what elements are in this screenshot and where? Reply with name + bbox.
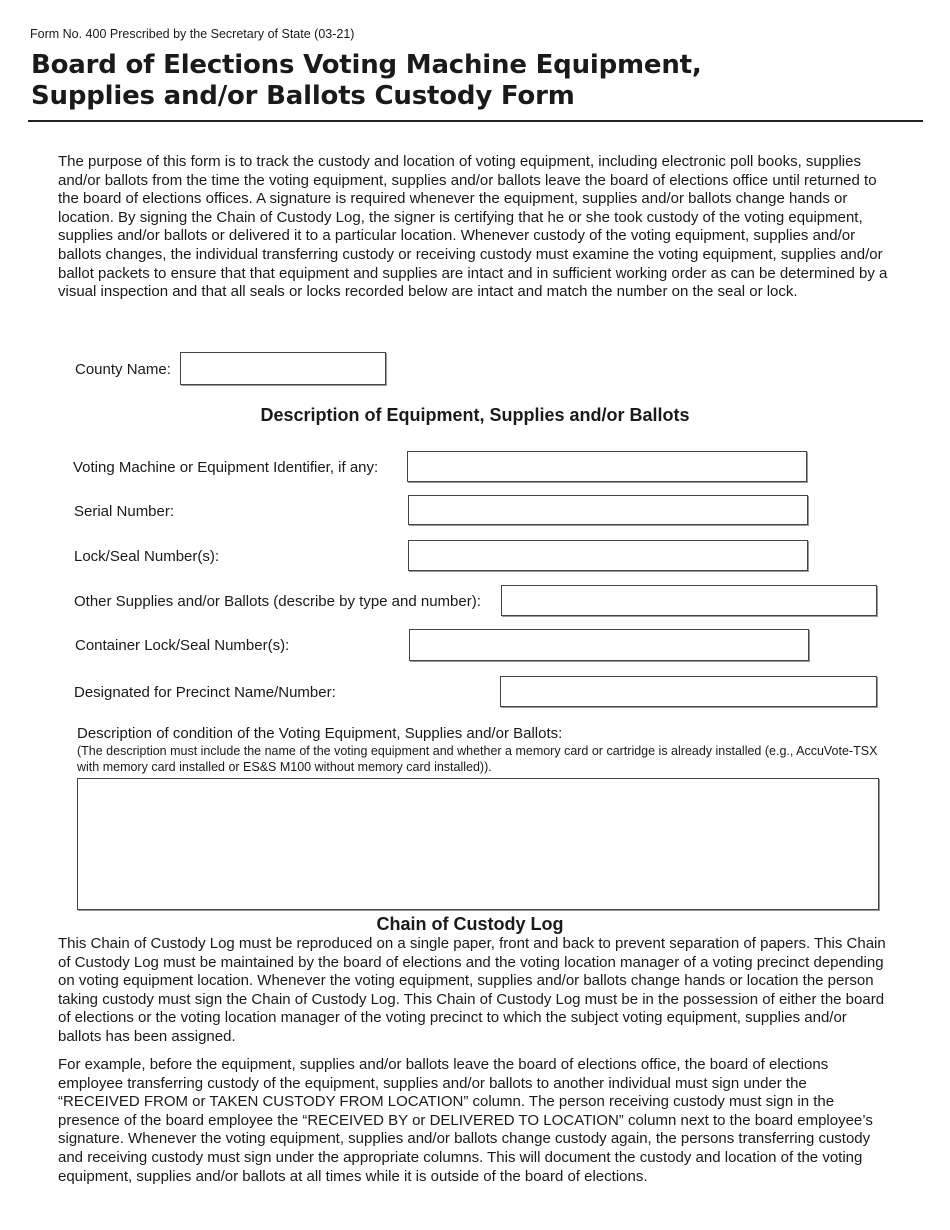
condition-label: Description of condition of the Voting Equipment, Supplies and/or Ballots: — [77, 725, 563, 742]
chain-of-custody-paragraph-2: For example, before the equipment, supplies and/or ballots leave the board of elections office, the board of elections employee transferring custody of the equipment, supplies and/or ballots to another individual must sign under the “RECEIVED FROM or TAKEN CUSTODY FROM LOCATION” column. The person receiving custody must sign in the presence of the board employee the “RECEIVED BY or DELIVERED TO LOCATION” column next to the board employee’s signature. Whenever the voting equipment, supplies and/or ballots change custody again, the persons transferring custody and receiving custody must sign under the appropriate columns. This will document the custody and location of the voting equipment, supplies and/or ballots at all times while it is outside of the board of elections. — [58, 1056, 873, 1185]
serial-number-label: Serial Number: — [74, 503, 175, 520]
precinct-input[interactable] — [500, 676, 877, 707]
equipment-identifier-input[interactable] — [407, 451, 807, 482]
intro-paragraph: The purpose of this form is to track the custody and location of voting equipment, including electronic poll books, supplies and/or ballots from the time the voting equipment, supplies and/or ballots leave the board of elections office until returned to the board of elections offices. A signature is required whenever the equipment, supplies and/or ballots change hands or location. By signing the Chain of Custody Log, the signer is certifying that he or she took custody of the voting equipment, supplies and/or ballots or delivered it to a particular location. Whenever custody of the voting equipment, supplies and/or ballots changes, the individual transferring custody or receiving custody must examine the voting equipment, supplies and/or ballot packets to ensure that that equipment and supplies are intact and in sufficient working order as can be determined by a visual inspection and that all seals or locks recorded below are intact and match the number on the seal or lock. — [58, 153, 888, 301]
page-title — [31, 50, 702, 112]
equipment-identifier-label: Voting Machine or Equipment Identifier, if any: — [73, 459, 379, 476]
chain-of-custody-paragraph-1: This Chain of Custody Log must be reproduced on a single paper, front and back to prevent separation of papers. This Chain of Custody Log must be maintained by the board of elections and the voting location manager of a voting precinct depending on voting equipment location. Whenever the voting equipment, supplies and/or ballots change hands or location the person taking custody must sign the Chain of Custody Log. This Chain of Custody Log must be in the possession of either the board of elections or the voting location manager of the voting precinct to which the subject voting equipment, supplies and/or ballots has been assigned. — [58, 935, 886, 1045]
lock-seal-label: Lock/Seal Number(s): — [74, 548, 220, 565]
title-line-1: Board of Elections Voting Machine Equipment, — [31, 50, 702, 80]
title-line-2: Supplies and/or Ballots Custody Form — [31, 81, 575, 111]
county-name-input[interactable] — [180, 352, 386, 385]
container-lock-seal-input[interactable] — [409, 629, 809, 661]
title-divider — [28, 120, 923, 122]
description-heading: Description of Equipment, Supplies and/or Ballots — [260, 405, 690, 425]
other-supplies-label: Other Supplies and/or Ballots (describe by type and number): — [74, 593, 481, 610]
county-name-label: County Name: — [75, 361, 171, 378]
container-lock-seal-label: Container Lock/Seal Number(s): — [75, 637, 290, 654]
condition-note: (The description must include the name of the voting equipment and whether a memory card or cartridge is already installed (e.g., AccuVote-TSX with memory card installed or ES&S M100 without memory card installed)). — [77, 744, 878, 774]
condition-textarea[interactable] — [77, 778, 879, 910]
precinct-label: Designated for Precinct Name/Number: — [74, 684, 336, 701]
form-number: Form No. 400 Prescribed by the Secretary of State (03-21) — [30, 27, 355, 41]
lock-seal-input[interactable] — [408, 540, 808, 571]
serial-number-input[interactable] — [408, 495, 808, 525]
other-supplies-input[interactable] — [501, 585, 877, 616]
chain-of-custody-heading: Chain of Custody Log — [376, 914, 564, 934]
